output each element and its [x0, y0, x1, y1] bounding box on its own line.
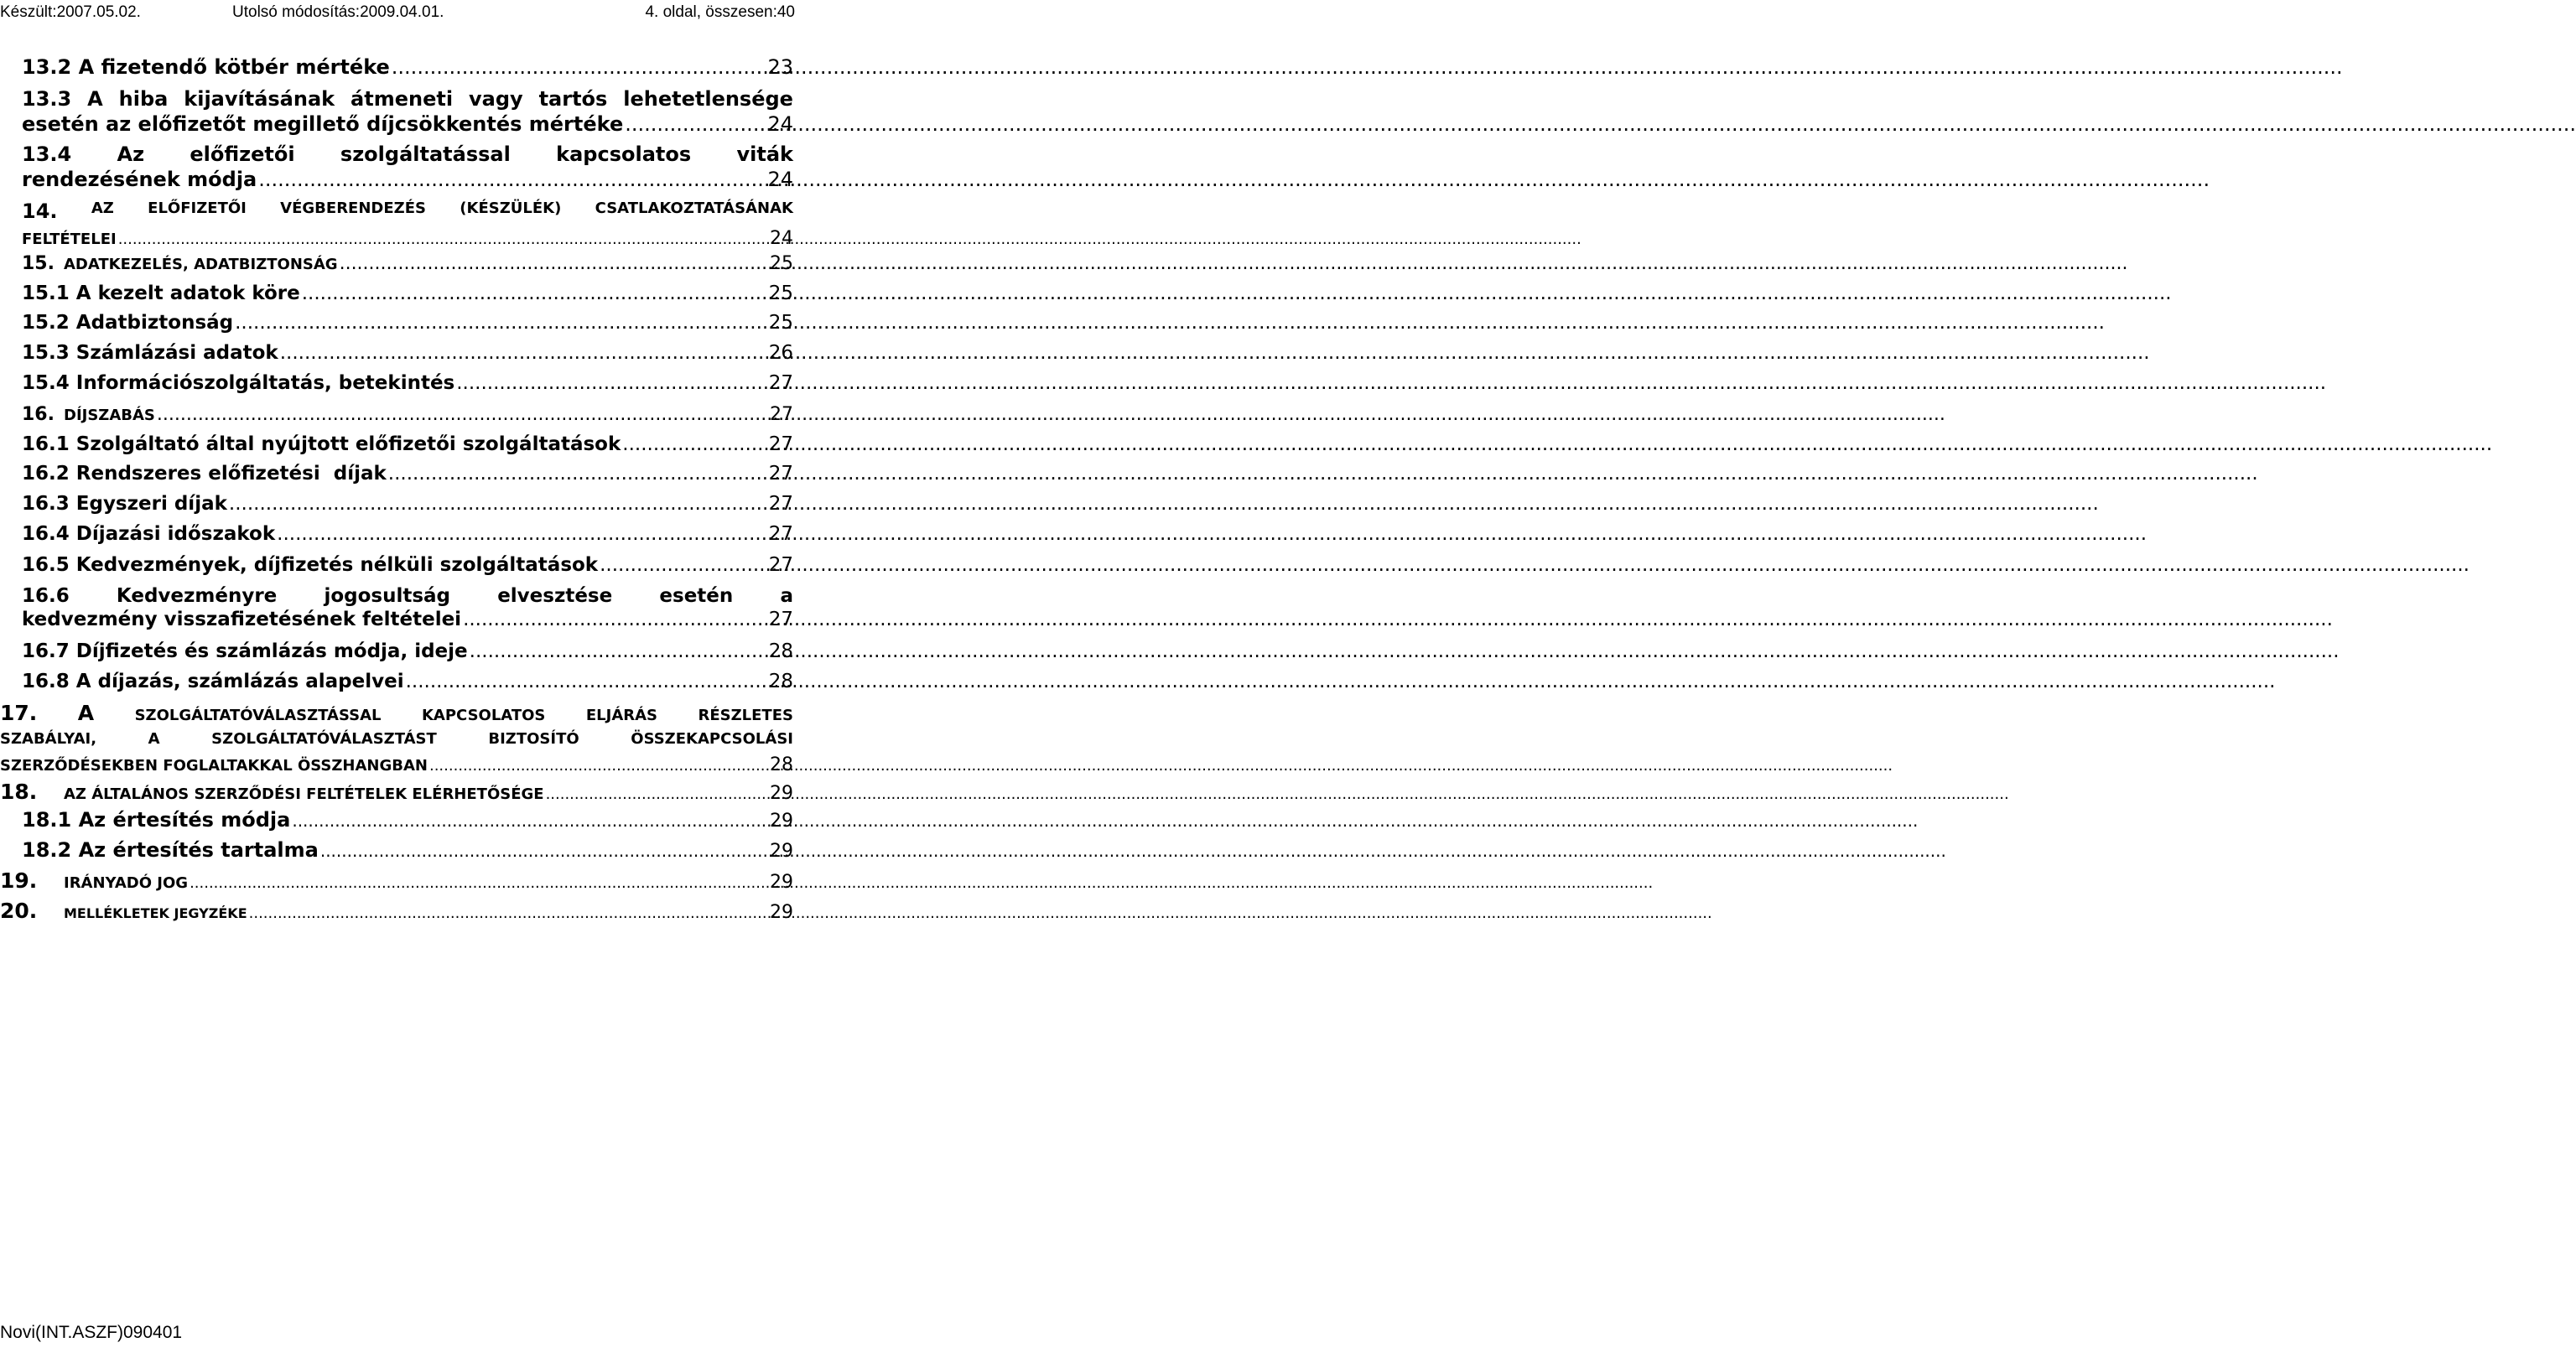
toc-title: Az értesítés tartalma — [78, 838, 319, 862]
dot-leader — [277, 523, 767, 545]
toc-entry-14[interactable] — [22, 200, 793, 249]
toc-entry-16-8[interactable] — [22, 671, 793, 692]
toc-word: lehetetlensége — [623, 87, 793, 111]
toc-word: SZOLGÁLTATÓVÁLASZTÁSSAL — [134, 707, 382, 724]
toc-word: átmeneti — [351, 87, 454, 111]
toc-page-number: 26 — [768, 342, 793, 364]
dot-leader — [292, 811, 768, 831]
toc-page-number: 29 — [770, 872, 793, 893]
dot-leader — [249, 904, 768, 922]
dot-leader — [600, 554, 767, 576]
toc-title: A fizetendő kötbér mértéke — [78, 55, 390, 79]
toc-word: A — [77, 701, 95, 725]
toc-number: 17. — [0, 701, 38, 725]
toc-word: RÉSZLETES — [698, 707, 793, 724]
toc-title: Adatbiztonság — [75, 312, 234, 334]
toc-title: Információszolgáltatás, betekintés — [75, 372, 455, 394]
dot-leader — [302, 282, 767, 304]
toc-entry-17[interactable] — [0, 701, 793, 775]
toc-number: 14. — [22, 200, 58, 223]
toc-entry-13-2[interactable] — [22, 55, 793, 79]
dot-leader — [118, 231, 768, 248]
toc-number: 18.1 — [22, 808, 72, 832]
toc-title: A díjazás, számlázás alapelvei — [75, 671, 404, 692]
toc-title-line-1 — [22, 200, 793, 223]
toc-title: A kezelt adatok köre — [75, 282, 300, 304]
toc-entry-13-4[interactable] — [22, 143, 793, 191]
toc-word: KAPCSOLATOS — [421, 707, 546, 724]
toc-page-number: 25 — [770, 253, 793, 274]
toc-entry-16-5[interactable] — [22, 554, 793, 576]
toc-entry-16-4[interactable] — [22, 523, 793, 545]
toc-entry-18[interactable] — [0, 780, 793, 804]
toc-entry-16-1[interactable] — [22, 433, 793, 455]
dot-leader — [625, 112, 766, 136]
toc-title-line-1 — [22, 143, 793, 166]
toc-word: A — [87, 87, 103, 111]
toc-page-number: 23 — [767, 55, 793, 79]
dot-leader — [235, 312, 767, 334]
toc-entry-16-6[interactable] — [22, 585, 793, 630]
toc-entry-16-7[interactable] — [22, 640, 793, 662]
toc-title: Díjfizetés és számlázás módja, ideje — [75, 640, 468, 662]
dot-leader — [406, 671, 767, 692]
toc-number: 15.2 — [22, 312, 70, 334]
toc-number: 16.6 — [22, 585, 70, 607]
dot-leader — [320, 841, 768, 861]
toc-number: 13.3 — [22, 87, 72, 111]
toc-word: tartós — [538, 87, 608, 111]
toc-number: 18. — [0, 780, 38, 804]
dot-leader — [388, 463, 767, 485]
toc-title: Kedvezmények, díjfizetés nélküli szolgáltatások — [75, 554, 599, 576]
toc-word: SZOLGÁLTATÓVÁLASZTÁST — [211, 730, 437, 748]
page-info: 4. oldal, összesen:40 — [645, 3, 795, 21]
toc-number: 13.2 — [22, 55, 72, 79]
toc-title-line-1 — [22, 585, 793, 607]
toc-number: 16.7 — [22, 640, 70, 662]
toc-word: Az — [117, 143, 145, 166]
dot-leader — [463, 609, 767, 630]
toc-page-number: 27 — [768, 493, 793, 515]
dot-leader — [258, 168, 766, 191]
toc-entry-16[interactable] — [22, 404, 793, 425]
dot-leader — [190, 874, 768, 892]
toc-word: CSATLAKOZTATÁSÁNAK — [595, 200, 793, 217]
toc-number: 15. — [22, 253, 55, 274]
toc-number: 16.1 — [22, 433, 70, 455]
toc-title: esetén az előfizetőt megillető díjcsökkentés mértéke — [22, 112, 624, 136]
toc-title: SZERZŐDÉSEKBEN FOGLALTAKKAL ÖSSZHANGBAN — [0, 757, 428, 775]
toc-word: A — [148, 730, 160, 748]
toc-word: Kedvezményre — [116, 585, 278, 607]
toc-title: ADATKEZELÉS, ADATBIZTONSÁG — [64, 256, 338, 273]
toc-title: Egyszeri díjak — [75, 493, 227, 515]
dot-leader — [280, 342, 767, 364]
toc-word: a — [780, 585, 793, 607]
toc-word: kapcsolatos — [556, 143, 692, 166]
toc-number: 15.4 — [22, 372, 70, 394]
toc-word: viták — [736, 143, 793, 166]
toc-word: ELJÁRÁS — [585, 707, 658, 724]
toc-number: 16.5 — [22, 554, 70, 576]
dot-leader — [157, 404, 768, 425]
toc-page-number: 27 — [768, 609, 793, 630]
toc-word: SZABÁLYAI, — [0, 730, 97, 748]
toc-page-number: 25 — [768, 312, 793, 334]
toc-page-number: 27 — [768, 433, 793, 455]
toc-entry-15-1[interactable] — [22, 282, 793, 304]
toc-page-number: 25 — [768, 282, 793, 304]
toc-number: 19. — [0, 868, 38, 893]
toc-title: rendezésének módja — [22, 168, 257, 191]
toc-entry-19[interactable] — [0, 868, 793, 893]
toc-word: esetén — [659, 585, 734, 607]
toc-word: előfizetői — [190, 143, 295, 166]
toc-title: Díjazási időszakok — [75, 523, 276, 545]
toc-title-line-1 — [22, 87, 793, 111]
toc-entry-18-1[interactable] — [22, 808, 793, 832]
page-footer: Novi(INT.ASZF)090401 — [0, 1323, 183, 1342]
toc-page-number: 27 — [768, 463, 793, 485]
dot-leader — [546, 785, 768, 803]
toc-word: ELŐFIZETŐI — [148, 200, 247, 217]
toc-number: 16.8 — [22, 671, 70, 692]
toc-entry-15-4[interactable] — [22, 372, 793, 394]
toc-word: BIZTOSÍTÓ — [488, 730, 579, 748]
toc-page-number: 29 — [770, 902, 793, 923]
toc-title: Számlázási adatok — [75, 342, 278, 364]
toc-page-number: 28 — [770, 754, 793, 775]
toc-word: vagy — [468, 87, 523, 111]
toc-title-line-2 — [0, 730, 793, 748]
toc-number: 18.2 — [22, 838, 72, 862]
toc-title: DÍJSZABÁS — [64, 407, 155, 424]
toc-title: Rendszeres előfizetési díjak — [75, 463, 387, 485]
toc-title: kedvezmény visszafizetésének feltételei — [22, 609, 462, 630]
toc-entry-16-2[interactable] — [22, 463, 793, 485]
toc-entry-13-3[interactable] — [22, 87, 793, 136]
toc-page-number: 29 — [770, 841, 793, 862]
toc-page-number: 27 — [768, 372, 793, 394]
toc-word: kijavításának — [184, 87, 335, 111]
toc-entry-20[interactable] — [0, 899, 793, 923]
toc-number: 13.4 — [22, 143, 72, 166]
document-page — [0, 0, 805, 1358]
toc-word: (KÉSZÜLÉK) — [460, 200, 562, 217]
dot-leader — [392, 55, 766, 79]
toc-page-number: 29 — [770, 811, 793, 832]
modified-date: Utolsó módosítás:2009.04.01. — [232, 3, 444, 21]
dot-leader — [470, 640, 767, 662]
toc-page-number: 24 — [767, 168, 793, 191]
toc-word: hiba — [118, 87, 169, 111]
toc-page-number: 29 — [770, 783, 793, 804]
toc-entry-18-2[interactable] — [22, 838, 793, 862]
toc-title: FELTÉTELEI — [22, 231, 117, 248]
toc-entry-15[interactable] — [22, 253, 793, 274]
toc-number: 15.3 — [22, 342, 70, 364]
toc-page-number: 27 — [770, 404, 793, 425]
toc-page-number: 28 — [768, 640, 793, 662]
toc-page-number: 24 — [770, 228, 793, 249]
dot-leader — [229, 493, 767, 515]
toc-number: 16.2 — [22, 463, 70, 485]
toc-page-number: 24 — [767, 112, 793, 136]
toc-title: IRÁNYADÓ JOG — [64, 874, 189, 892]
toc-page-number: 27 — [768, 523, 793, 545]
toc-word: jogosultság — [324, 585, 451, 607]
toc-title: Szolgáltató által nyújtott előfizetői szolgáltatások — [75, 433, 621, 455]
dot-leader — [622, 433, 766, 455]
toc-title: AZ ÁLTALÁNOS SZERZŐDÉSI FELTÉTELEK ELÉRHETŐSÉGE — [64, 785, 544, 803]
toc-number: 16.3 — [22, 493, 70, 515]
toc-word: ÖSSZEKAPCSOLÁSI — [631, 730, 793, 748]
toc-word: VÉGBERENDEZÉS — [280, 200, 426, 217]
dot-leader — [456, 372, 766, 394]
toc-page-number: 27 — [768, 554, 793, 576]
toc-word: elvesztése — [497, 585, 613, 607]
toc-page-number: 28 — [768, 671, 793, 692]
toc-entry-15-2[interactable] — [22, 312, 793, 334]
created-date: Készült:2007.05.02. — [0, 3, 141, 21]
toc-number: 16. — [22, 404, 55, 425]
toc-title-line-1 — [0, 701, 793, 725]
toc-number: 16.4 — [22, 523, 70, 545]
toc-entry-16-3[interactable] — [22, 493, 793, 515]
page-header — [0, 2, 795, 27]
toc-number: 20. — [0, 899, 38, 923]
toc-word: szolgáltatással — [340, 143, 511, 166]
toc-word: AZ — [91, 200, 114, 217]
dot-leader — [340, 253, 768, 274]
toc-title: MELLÉKLETEK JEGYZÉKE — [64, 905, 247, 921]
toc-entry-15-3[interactable] — [22, 342, 793, 364]
toc-title: Az értesítés módja — [78, 808, 291, 832]
toc-number: 15.1 — [22, 282, 70, 304]
dot-leader — [429, 757, 768, 775]
